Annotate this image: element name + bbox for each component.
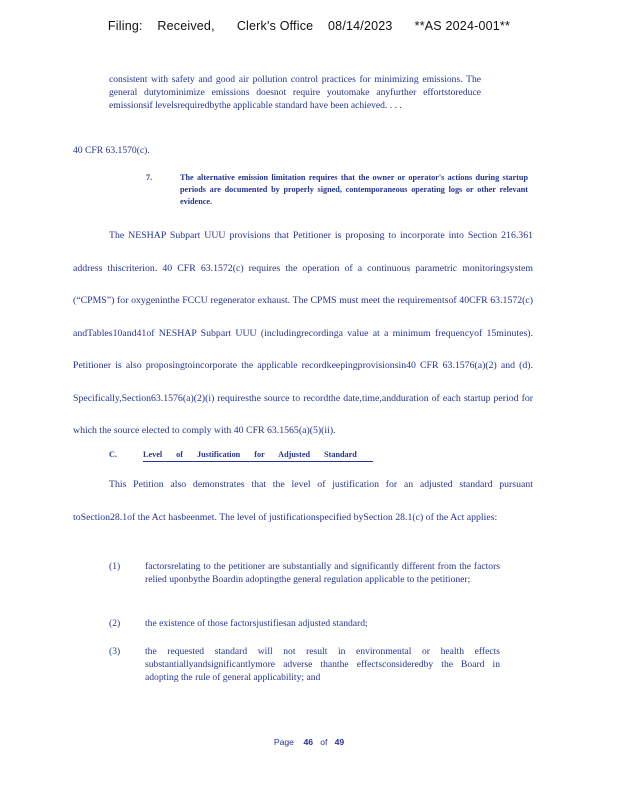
docket-number: **AS 2024-001**: [414, 19, 511, 33]
of-label: of: [320, 737, 328, 747]
block-quote: consistent with safety and good air pollution control practices for minimizing emissions. The general dutytominimize emissions doesnot require youtomake anyfurther effortstoreduce emissionsif levelsrequiredbythe applicable standard have been achieved. . . .: [109, 74, 481, 111]
list-item-number: (2): [109, 618, 121, 629]
paragraph-justification: This Petition also demonstrates that the level of justification for an adjusted standard pursuant toSection28.1of the Act hasbeenmet. The level of justificationspecified bySection 28.1(c) of the Act applies:: [73, 479, 533, 523]
list-item-number: (1): [109, 561, 121, 572]
citation: 40 CFR 63.1570(c).: [73, 145, 150, 156]
list-item-text: the existence of those factorsjustifiesan adjusted standard;: [145, 618, 368, 629]
received-label: Received,: [157, 19, 215, 33]
filing-date: 08/14/2023: [328, 19, 393, 33]
item-number: 7.: [146, 173, 153, 182]
filing-label: Filing:: [107, 19, 143, 33]
list-item-text: factorsrelating to the petitioner are substantially and significantly different from the factors relied uponbythe Boardin adoptingthe general regulation applicable to the petitioner;: [145, 561, 500, 585]
section-title: Level of Justification for Adjusted Standard: [143, 448, 373, 462]
page-total: 49: [334, 737, 345, 747]
filing-header: [0, 19, 618, 33]
page-label: Page: [273, 737, 294, 747]
page-footer: [0, 737, 618, 747]
office-label: Clerk's Office: [236, 19, 314, 33]
paragraph-neshap: The NESHAP Subpart UUU provisions that Petitioner is proposing to incorporate into Section 216.361 address thiscriterion. 40 CFR 63.1572(c) requires the operation of a continuous parametric monitoringsystem (“CPMS”) for oxygeninthe FCCU regenerator exhaust. The CPMS must meet the requirementsof 40CFR 63.1572(c) andTables10and41of NESHAP Subpart UUU (includingrecordinga value at a minimum frequencyof 15minutes). Petitioner is also proposingtoincorporate the applicable recordkeepingprovisionsin40 CFR 63.1576(a)(2) and (d). Specifically,Section63.1576(a)(2)(i) requiresthe source to recordthe date,time,andduration of each startup period for which the source elected to comply with 40 CFR 63.1565(a)(5)(ii).: [73, 230, 533, 436]
item-text: The alternative emission limitation requires that the owner or operator's actions during startup periods are documented by properly signed, contemporaneous operating logs or other relevant evidence.: [180, 173, 528, 206]
list-item-text: the requested standard will not result in environmental or health effects substantiallyandsignificantlymore adverse thanthe effectsconsideredby the Board in adopting the rule of general applicability; and: [145, 646, 500, 683]
page-number: 46: [303, 737, 314, 747]
section-letter: C.: [109, 450, 117, 459]
list-item-number: (3): [109, 646, 121, 657]
